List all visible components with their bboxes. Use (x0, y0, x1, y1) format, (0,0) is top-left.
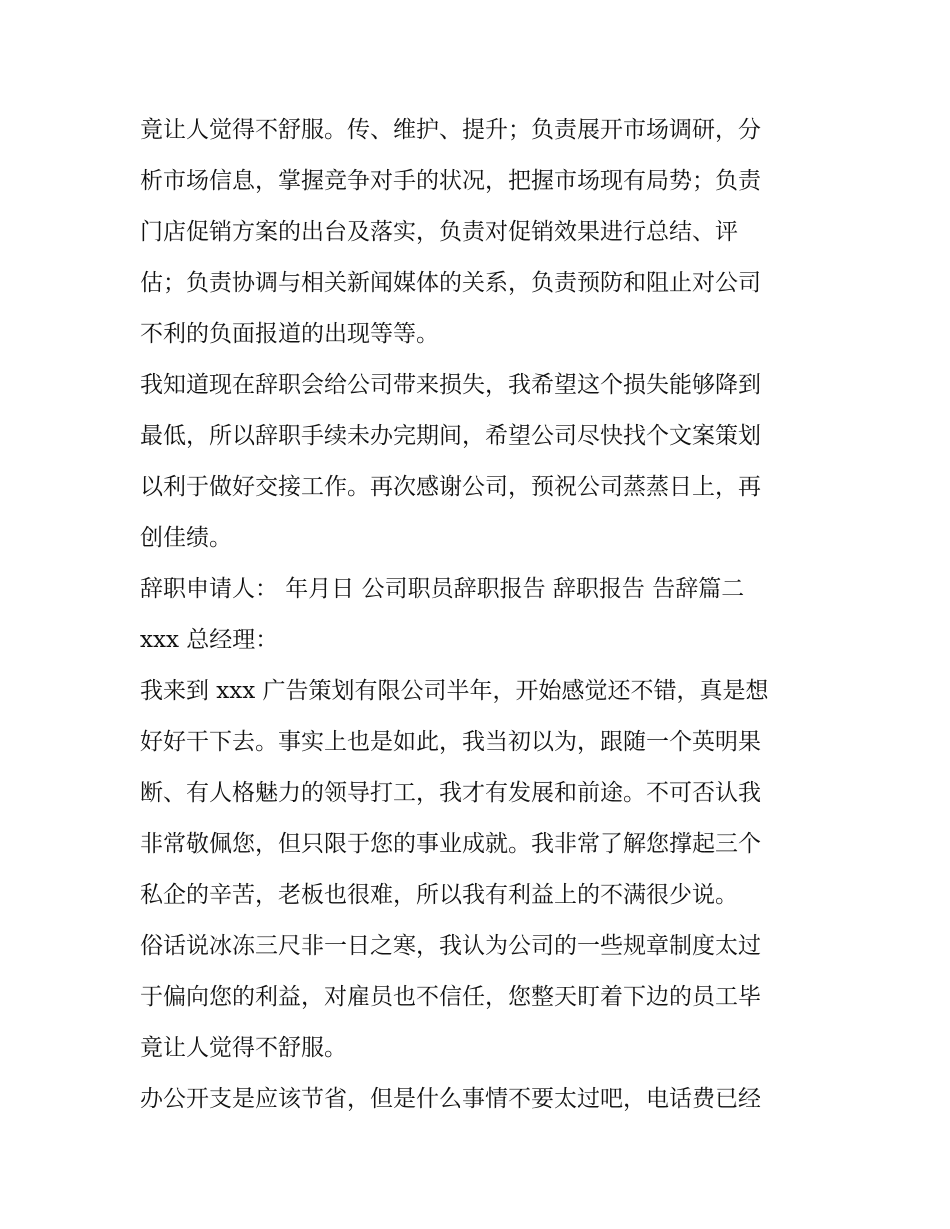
text-line: 非常敬佩您，但只限于您的事业成就。我非常了解您撑起三个 (140, 831, 761, 857)
text-line: 我来到 xxx 广告策划有限公司半年，开始感觉还不错，真是想 (140, 678, 769, 704)
document-body (140, 105, 820, 1125)
text-line: 估；负责协调与相关新闻媒体的关系，负责预防和阻止对公司 (140, 270, 761, 296)
text-line: 办公开支是应该节省，但是什么事情不要太过吧，电话费已经 (140, 1086, 761, 1112)
text-line: 辞职申请人： 年月日 公司职员辞职报告 辞职报告 告辞篇二 (140, 576, 745, 602)
text-line: 析市场信息，掌握竞争对手的状况，把握市场现有局势；负责 (140, 168, 761, 194)
text-line: 私企的辛苦，老板也很难，所以我有利益上的不满很少说。 (140, 882, 738, 908)
text-line: 我知道现在辞职会给公司带来损失，我希望这个损失能够降到 (140, 372, 761, 398)
text-line: 最低，所以辞职手续未办完期间，希望公司尽快找个文案策划 (140, 423, 761, 449)
text-line: 于偏向您的利益，对雇员也不信任，您整天盯着下边的员工毕 (140, 984, 761, 1010)
text-line: 竟让人觉得不舒服。传、维护、提升；负责展开市场调研，分 (140, 117, 761, 143)
text-line: 不利的负面报道的出现等等。 (140, 321, 439, 347)
text-line: 好好干下去。事实上也是如此，我当初以为，跟随一个英明果 (140, 729, 761, 755)
text-line: 俗话说冰冻三尺非一日之寒，我认为公司的一些规章制度太过 (140, 933, 761, 959)
text-line: 门店促销方案的出台及落实，负责对促销效果进行总结、评 (140, 219, 738, 245)
text-line: 以利于做好交接工作。再次感谢公司，预祝公司蒸蒸日上，再 (140, 474, 761, 500)
text-line: 创佳绩。 (140, 525, 232, 551)
text-line: 断、有人格魅力的领导打工，我才有发展和前途。不可否认我 (140, 780, 761, 806)
text-line: xxx 总经理： (140, 627, 279, 653)
text-line: 竟让人觉得不舒服。 (140, 1035, 347, 1061)
